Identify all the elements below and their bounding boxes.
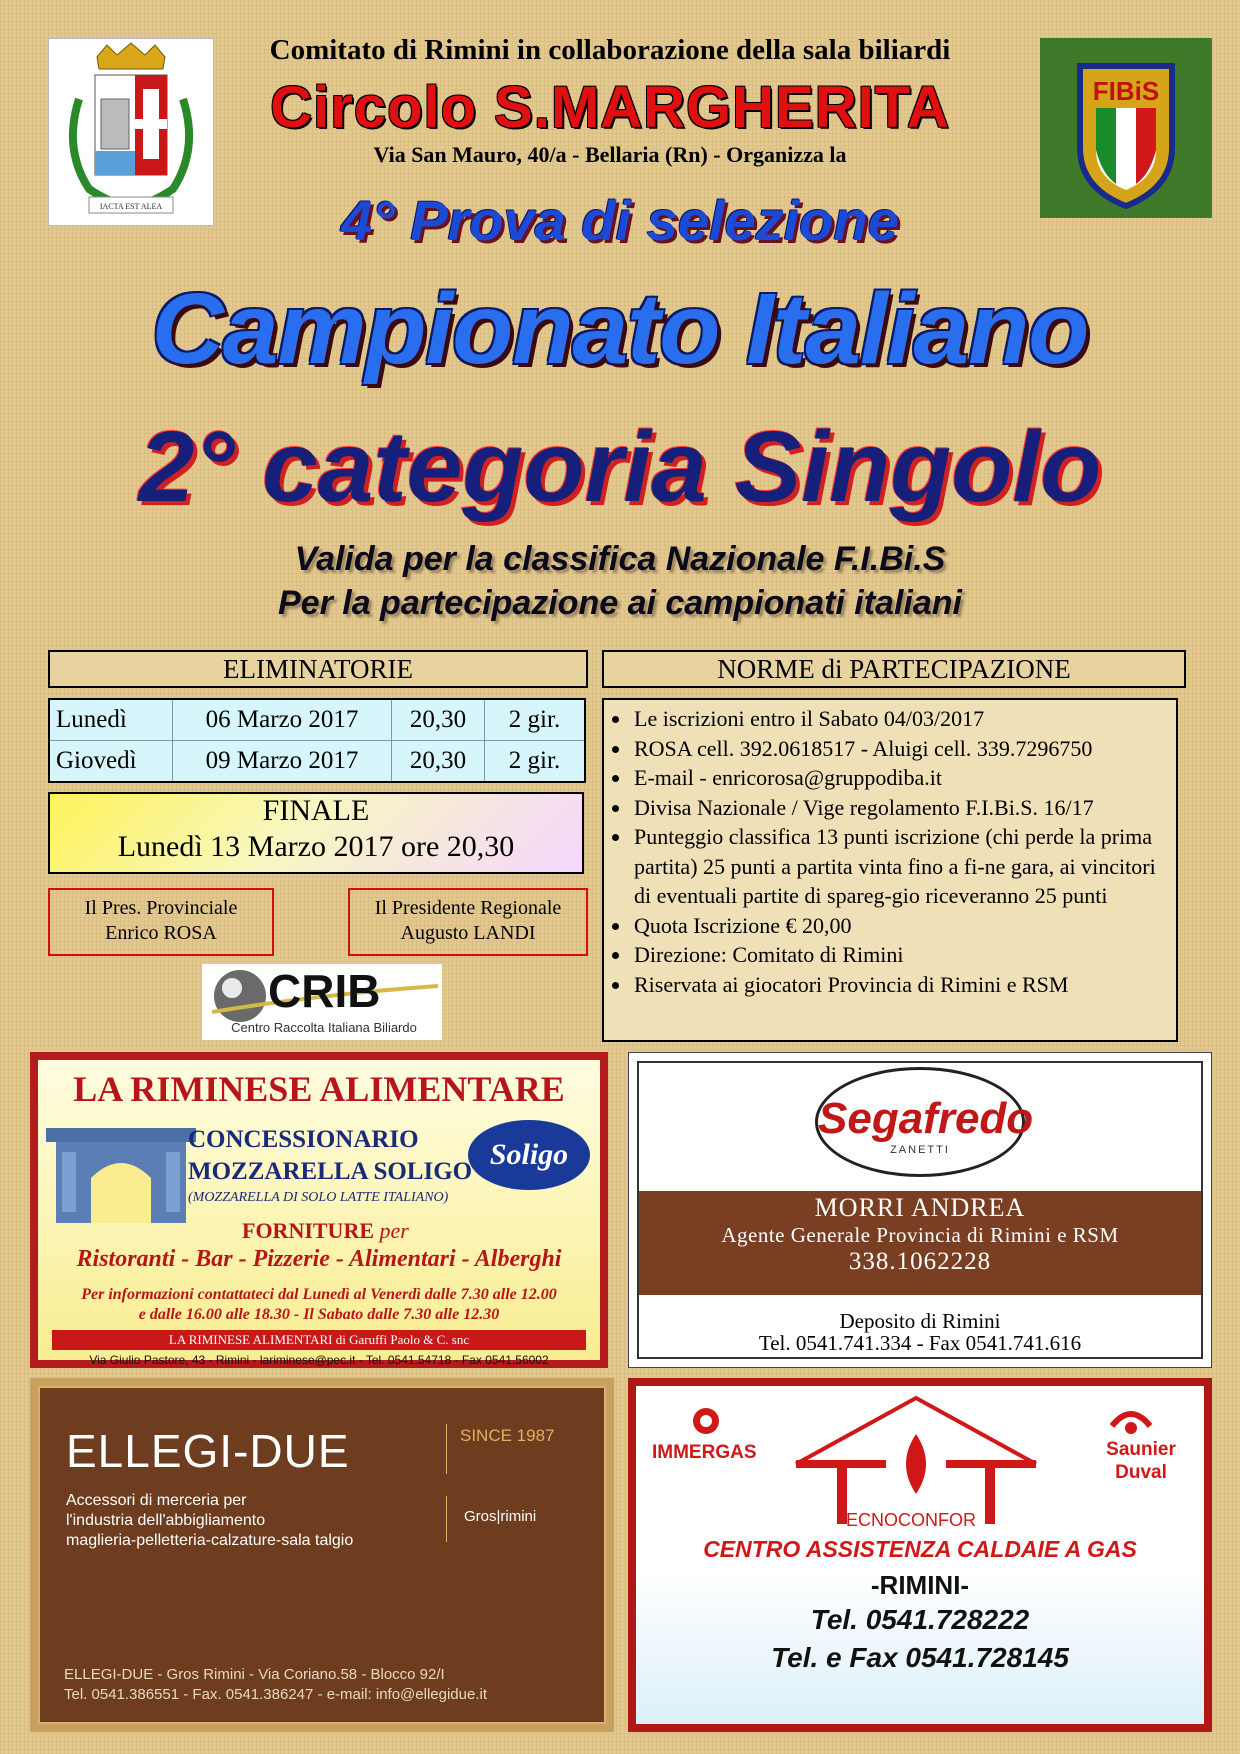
gros-rimini-logo: Gros|rimini — [464, 1508, 537, 1525]
mozzarella-label: MOZZARELLA SOLIGO — [188, 1158, 473, 1185]
list-item: • Le iscrizioni entro il Sabato 04/03/2017 — [632, 704, 1168, 734]
pres-provinciale-role: Il Pres. Provinciale — [84, 897, 238, 919]
gir-cell: 2 gir. — [485, 741, 586, 783]
day-cell: Giovedì — [49, 741, 173, 783]
list-item: • Riservata ai giocatori Provincia di Rimini e RSM — [632, 970, 1168, 1000]
list-item: • E-mail - enricorosa@gruppodiba.it — [632, 763, 1168, 793]
valida-subtitle: Valida per la classifica Nazionale F.I.Bi.S — [294, 540, 946, 578]
immergas-icon — [686, 1406, 726, 1436]
tecnoconfor-brand: ECNOCONFOR — [846, 1510, 976, 1530]
tecno-city: -RIMINI- — [870, 1570, 970, 1600]
organizer-line: Comitato di Rimini in collaborazione della sala biliardi — [269, 34, 951, 66]
immergas-logo: IMMERGAS — [652, 1442, 757, 1463]
gir-cell: 2 gir. — [485, 699, 586, 741]
segafredo-name: MORRI ANDREA — [814, 1193, 1026, 1222]
crib-name: CRIB — [268, 965, 381, 1017]
time-cell: 20,30 — [392, 699, 485, 741]
list-item: • Divisa Nazionale / Vige regolamento F.I.Bi.S. 16/17 — [632, 793, 1168, 823]
pres-regionale-box — [348, 888, 588, 956]
segafredo-logo — [815, 1067, 1034, 1177]
categoria-title: 2° categoria Singolo — [138, 411, 1102, 523]
list-item: • Quota Iscrizione € 20,00 — [632, 911, 1168, 941]
eliminatorie-table — [48, 698, 586, 783]
club-address: Via San Mauro, 40/a - Bellaria (Rn) - Organizza la — [373, 142, 847, 167]
prova-title: 4° Prova di selezione — [341, 189, 899, 252]
riminese-title: LA RIMINESE ALIMENTARE — [73, 1069, 565, 1109]
soligo-logo: Soligo — [468, 1120, 590, 1190]
time-cell: 20,30 — [392, 741, 485, 783]
club-name: Circolo S.MARGHERITA — [270, 75, 950, 140]
pres-provinciale-name: Enrico ROSA — [105, 922, 217, 944]
ellegi-desc2: l'industria dell'abbigliamento — [66, 1512, 266, 1529]
norme-title: NORME di PARTECIPAZIONE — [602, 650, 1186, 688]
tecno-telfax: Tel. e Fax 0541.728145 — [771, 1642, 1069, 1673]
ellegi-desc1: Accessori di merceria per — [66, 1492, 247, 1509]
riminese-categories: Ristoranti - Bar - Pizzerie - Alimentari - Alberghi — [76, 1246, 562, 1272]
segafredo-agent-band — [639, 1191, 1201, 1295]
riminese-company: LA RIMINESE ALIMENTARI di Garuffi Paolo & C. snc — [52, 1330, 586, 1350]
finale-box — [48, 792, 584, 874]
list-item: • Punteggio classifica 13 punti iscrizione (chi perde la prima partita) 25 punti a partita vinta fino a fi-ne gara, ai vincitori di eventuali partite di spareg-gio riceveranno 25 punti — [632, 822, 1168, 911]
campionato-title: Campionato Italiano — [151, 273, 1089, 385]
segafredo-sub: ZANETTI — [890, 1144, 950, 1156]
forniture-label: FORNITURE — [242, 1218, 375, 1243]
concessionario-label: CONCESSIONARIO — [188, 1126, 419, 1153]
crib-logo — [202, 964, 442, 1040]
saunier-label — [1096, 1438, 1186, 1484]
arch-icon — [46, 1118, 196, 1228]
norme-list — [612, 704, 1168, 999]
forniture-per: per — [379, 1218, 409, 1243]
tecno-centro: CENTRO ASSISTENZA CALDAIE A GAS — [703, 1536, 1137, 1562]
duval-text: Duval — [1115, 1462, 1167, 1483]
ad-ellegi-due — [30, 1378, 614, 1732]
ad-segafredo — [628, 1052, 1212, 1368]
latte-label: (MOZZARELLA DI SOLO LATTE ITALIANO) — [188, 1190, 449, 1205]
date-cell: 09 Marzo 2017 — [173, 741, 392, 783]
partecipazione-subtitle: Per la partecipazione ai campionati italiani — [277, 584, 962, 622]
norme-list-box — [602, 698, 1178, 1042]
segafredo-role: Agente Generale Provincia di Rimini e RSM — [721, 1223, 1119, 1247]
segafredo-brand: Segafredo — [818, 1094, 1034, 1143]
date-cell: 06 Marzo 2017 — [173, 699, 392, 741]
table-row — [49, 699, 585, 741]
riminese-address: Via Giulio Pastore, 43 - Rimini - lariminese@pec.it - Tel. 0541.54718 - Fax 0541.56002 — [89, 1353, 549, 1367]
ad-riminese-alimentare — [30, 1052, 608, 1368]
ellegi-desc3: maglieria-pelletteria-calzature-sala talgio — [66, 1532, 354, 1549]
eliminatorie-title: ELIMINATORIE — [48, 650, 588, 688]
saunier-text: Saunier — [1106, 1439, 1176, 1460]
crest-motto: IACTA EST ALEA — [99, 202, 163, 211]
ellegi-address: ELLEGI-DUE - Gros Rimini - Via Coriano.58 - Blocco 92/I — [64, 1666, 445, 1683]
ad-tecnoconfor — [628, 1378, 1212, 1732]
segafredo-contacts: Tel. 0541.741.334 - Fax 0541.741.616 — [758, 1331, 1082, 1355]
pres-regionale-role: Il Presidente Regionale — [374, 897, 562, 919]
list-item: • Direzione: Comitato di Rimini — [632, 940, 1168, 970]
riminese-info2: e dalle 16.00 alle 18.30 - Il Sabato dalle 7.30 alle 12.30 — [138, 1306, 500, 1323]
ellegi-name: ELLEGI-DUE — [66, 1425, 350, 1477]
crib-subtitle: Centro Raccolta Italiana Biliardo — [231, 1020, 417, 1035]
ellegi-contacts: Tel. 0541.386551 - Fax. 0541.386247 - e-mail: info@ellegidue.it — [64, 1686, 487, 1703]
fibis-logo-text: FIBiS — [1092, 76, 1160, 106]
list-item: • ROSA cell. 392.0618517 - Aluigi cell. 339.7296750 — [632, 734, 1168, 764]
riminese-info1: Per informazioni contattateci dal Lunedì al Venerdì dalle 7.30 alle 12.00 — [81, 1286, 557, 1303]
tecno-tel: Tel. 0541.728222 — [810, 1604, 1030, 1635]
segafredo-phone: 338.1062228 — [848, 1248, 992, 1275]
pres-provinciale-box — [48, 888, 274, 956]
day-cell: Lunedì — [49, 699, 173, 741]
pres-regionale-name: Augusto LANDI — [400, 922, 536, 944]
ellegi-since: SINCE 1987 — [460, 1426, 555, 1445]
finale-date: Lunedì 13 Marzo 2017 ore 20,30 — [117, 830, 515, 863]
finale-label: FINALE — [262, 794, 370, 827]
table-row — [49, 741, 585, 783]
segafredo-deposito: Deposito di Rimini — [839, 1309, 1001, 1333]
saunier-duval-icon — [1106, 1402, 1156, 1438]
